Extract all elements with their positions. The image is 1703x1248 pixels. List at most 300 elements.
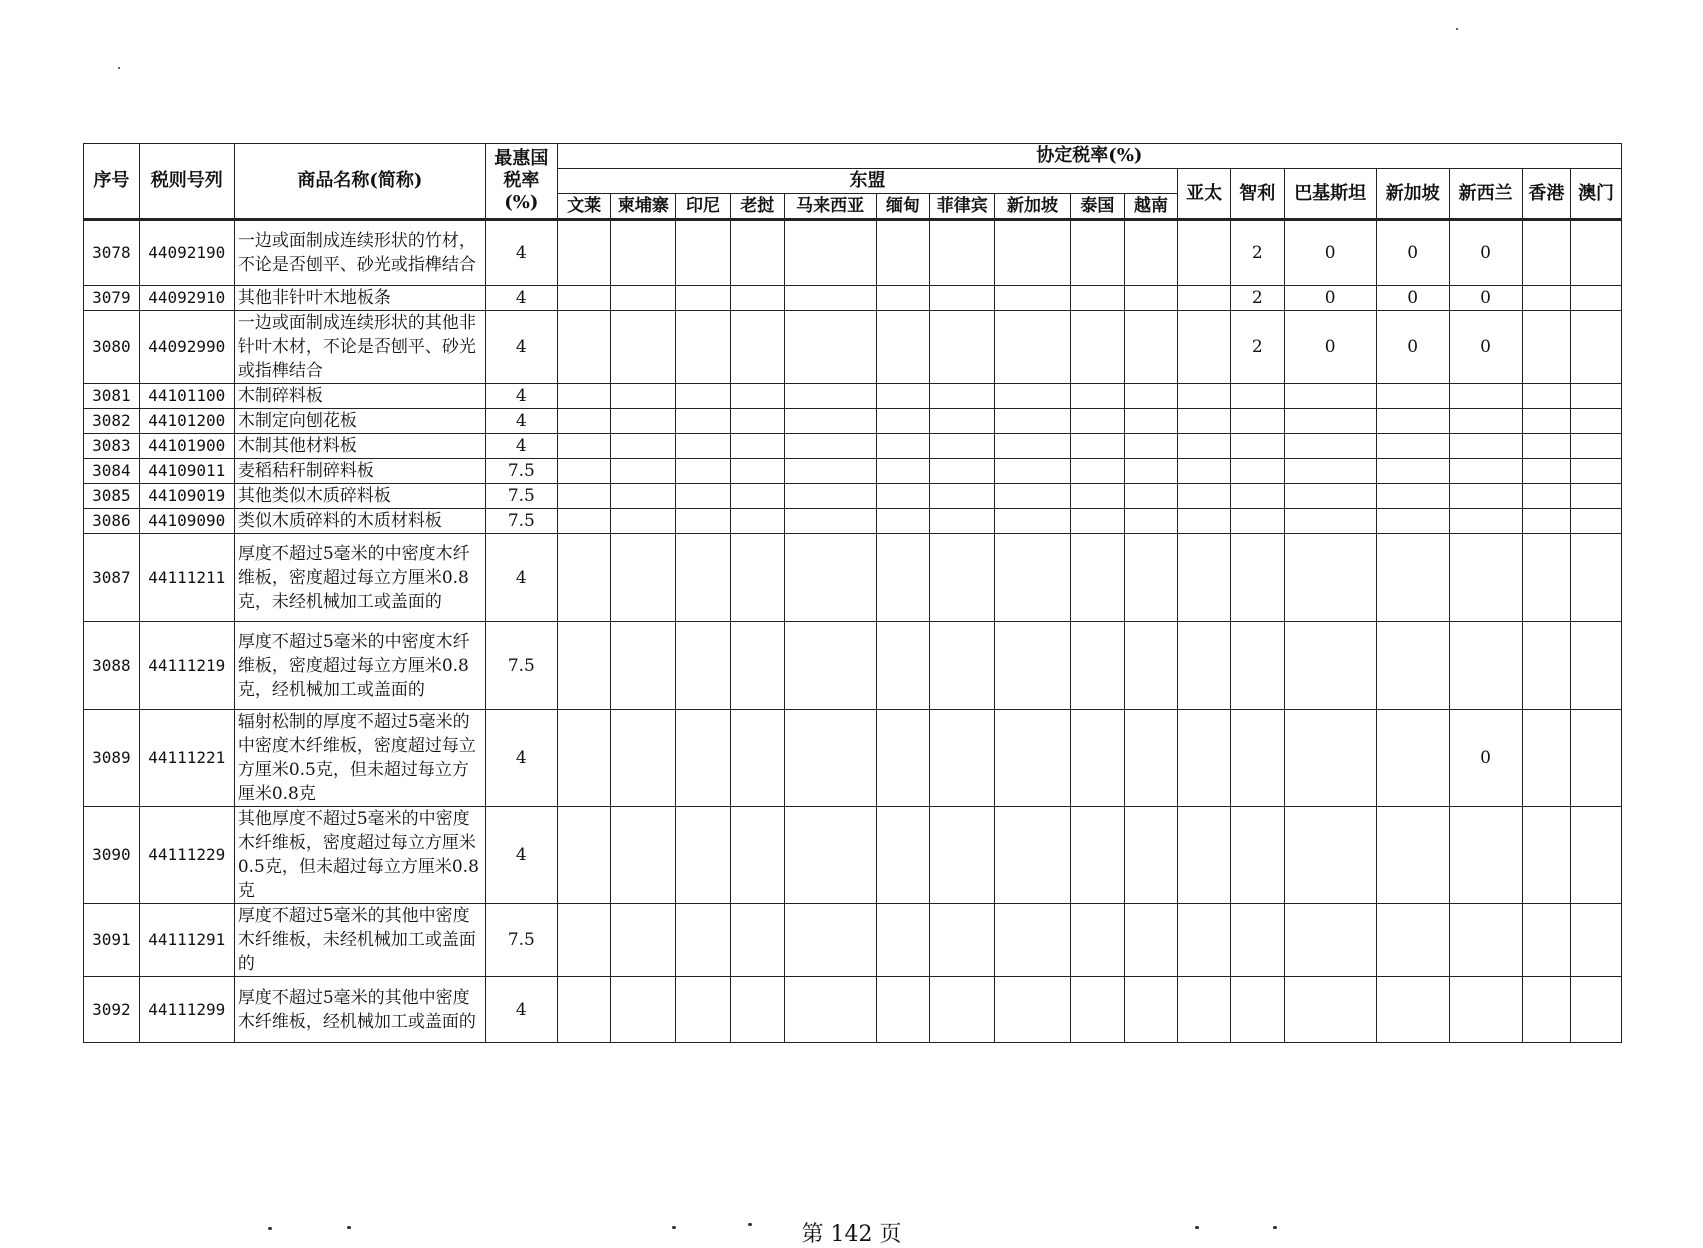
row-mfn: 4 xyxy=(485,286,557,311)
row-singapore: 0 xyxy=(1376,311,1449,384)
row-name: 木制其他材料板 xyxy=(234,434,485,459)
row-asean-cell xyxy=(784,459,876,484)
row-new-zealand xyxy=(1449,409,1522,434)
header-asean-country-2: 印尼 xyxy=(676,194,731,220)
row-asean-cell xyxy=(557,622,611,710)
row-name: 麦稻秸秆制碎料板 xyxy=(234,459,485,484)
row-chile xyxy=(1230,534,1284,622)
row-chile xyxy=(1230,384,1284,409)
row-new-zealand: 0 xyxy=(1449,710,1522,807)
row-singapore xyxy=(1376,977,1449,1043)
row-singapore xyxy=(1376,807,1449,904)
row-asean-cell xyxy=(1071,220,1125,286)
row-asean-cell xyxy=(730,286,784,311)
row-asean-cell xyxy=(611,807,676,904)
row-asean-cell xyxy=(876,710,930,807)
header-asean-country-9: 越南 xyxy=(1124,194,1178,220)
row-asean-cell xyxy=(557,977,611,1043)
row-asean-cell xyxy=(1071,509,1125,534)
header-asean-country-8: 泰国 xyxy=(1071,194,1125,220)
row-name: 木制定向刨花板 xyxy=(234,409,485,434)
row-asean-cell xyxy=(930,710,995,807)
row-macau xyxy=(1571,534,1622,622)
row-seq: 3083 xyxy=(84,434,140,459)
row-seq: 3086 xyxy=(84,509,140,534)
row-asean-cell xyxy=(676,622,731,710)
header-other-4: 新西兰 xyxy=(1449,169,1522,220)
row-asean-cell xyxy=(876,384,930,409)
row-pakistan xyxy=(1284,484,1376,509)
row-hongkong xyxy=(1522,434,1571,459)
header-asean: 东盟 xyxy=(557,169,1178,194)
row-apta xyxy=(1178,622,1231,710)
row-name: 厚度不超过5毫米的中密度木纤维板，密度超过每立方厘米0.8克，未经机械加工或盖面的 xyxy=(234,534,485,622)
table-row xyxy=(84,534,1622,622)
row-asean-cell xyxy=(611,286,676,311)
row-asean-cell xyxy=(1071,409,1125,434)
row-asean-cell xyxy=(1124,484,1178,509)
row-name: 其他非针叶木地板条 xyxy=(234,286,485,311)
row-asean-cell xyxy=(1124,220,1178,286)
row-asean-cell xyxy=(557,220,611,286)
row-macau xyxy=(1571,311,1622,384)
row-macau xyxy=(1571,459,1622,484)
header-other-2: 巴基斯坦 xyxy=(1284,169,1376,220)
row-seq: 3078 xyxy=(84,220,140,286)
row-asean-cell xyxy=(557,484,611,509)
row-singapore: 0 xyxy=(1376,220,1449,286)
row-singapore xyxy=(1376,622,1449,710)
row-asean-cell xyxy=(1124,286,1178,311)
row-pakistan xyxy=(1284,459,1376,484)
row-asean-cell xyxy=(1124,311,1178,384)
row-asean-cell xyxy=(930,409,995,434)
row-mfn: 7.5 xyxy=(485,904,557,977)
row-asean-cell xyxy=(930,807,995,904)
row-asean-cell xyxy=(995,459,1071,484)
row-pakistan: 0 xyxy=(1284,311,1376,384)
row-name: 辐射松制的厚度不超过5毫米的中密度木纤维板，密度超过每立方厘米0.5克，但未超过每立方厘米0.8克 xyxy=(234,710,485,807)
row-name: 一边或面制成连续形状的竹材，不论是否刨平、砂光或指榫结合 xyxy=(234,220,485,286)
row-pakistan xyxy=(1284,534,1376,622)
row-seq: 3084 xyxy=(84,459,140,484)
row-asean-cell xyxy=(995,904,1071,977)
header-code: 税则号列 xyxy=(139,144,234,220)
row-chile: 2 xyxy=(1230,220,1284,286)
row-asean-cell xyxy=(676,904,731,977)
table-row xyxy=(84,434,1622,459)
row-asean-cell xyxy=(730,509,784,534)
row-macau xyxy=(1571,220,1622,286)
row-seq: 3090 xyxy=(84,807,140,904)
row-asean-cell xyxy=(876,434,930,459)
row-pakistan xyxy=(1284,807,1376,904)
row-apta xyxy=(1178,710,1231,807)
row-mfn: 4 xyxy=(485,534,557,622)
row-hongkong xyxy=(1522,384,1571,409)
row-asean-cell xyxy=(1071,286,1125,311)
table-row xyxy=(84,509,1622,534)
row-asean-cell xyxy=(1124,509,1178,534)
row-asean-cell xyxy=(730,622,784,710)
row-apta xyxy=(1178,434,1231,459)
row-asean-cell xyxy=(730,534,784,622)
row-asean-cell xyxy=(1124,434,1178,459)
header-seq: 序号 xyxy=(84,144,140,220)
row-asean-cell xyxy=(930,459,995,484)
row-mfn: 7.5 xyxy=(485,459,557,484)
row-pakistan: 0 xyxy=(1284,220,1376,286)
row-new-zealand: 0 xyxy=(1449,311,1522,384)
row-code: 44101900 xyxy=(139,434,234,459)
row-asean-cell xyxy=(730,904,784,977)
row-asean-cell xyxy=(784,622,876,710)
row-chile xyxy=(1230,459,1284,484)
row-asean-cell xyxy=(676,484,731,509)
row-asean-cell xyxy=(784,286,876,311)
table-row xyxy=(84,977,1622,1043)
row-pakistan xyxy=(1284,977,1376,1043)
row-new-zealand xyxy=(1449,977,1522,1043)
row-asean-cell xyxy=(876,484,930,509)
row-hongkong xyxy=(1522,509,1571,534)
row-asean-cell xyxy=(1071,459,1125,484)
row-asean-cell xyxy=(676,220,731,286)
row-asean-cell xyxy=(676,534,731,622)
row-chile xyxy=(1230,977,1284,1043)
row-pakistan xyxy=(1284,384,1376,409)
row-singapore xyxy=(1376,534,1449,622)
header-asean-country-5: 缅甸 xyxy=(876,194,930,220)
row-code: 44111229 xyxy=(139,807,234,904)
row-pakistan: 0 xyxy=(1284,286,1376,311)
row-new-zealand xyxy=(1449,904,1522,977)
table-row xyxy=(84,807,1622,904)
row-asean-cell xyxy=(995,534,1071,622)
row-seq: 3089 xyxy=(84,710,140,807)
row-asean-cell xyxy=(1124,384,1178,409)
row-hongkong xyxy=(1522,977,1571,1043)
table-row xyxy=(84,311,1622,384)
row-pakistan xyxy=(1284,509,1376,534)
row-asean-cell xyxy=(611,220,676,286)
row-hongkong xyxy=(1522,459,1571,484)
row-asean-cell xyxy=(676,807,731,904)
row-asean-cell xyxy=(1124,409,1178,434)
row-asean-cell xyxy=(784,710,876,807)
row-name: 其他厚度不超过5毫米的中密度木纤维板，密度超过每立方厘米0.5克，但未超过每立方厘米0.8克 xyxy=(234,807,485,904)
row-asean-cell xyxy=(1071,904,1125,977)
row-apta xyxy=(1178,409,1231,434)
row-macau xyxy=(1571,434,1622,459)
scan-speck xyxy=(748,1223,752,1226)
row-asean-cell xyxy=(611,977,676,1043)
row-asean-cell xyxy=(730,220,784,286)
row-asean-cell xyxy=(676,509,731,534)
row-asean-cell xyxy=(995,807,1071,904)
header-asean-country-7: 新加坡 xyxy=(995,194,1071,220)
row-asean-cell xyxy=(1071,311,1125,384)
row-asean-cell xyxy=(611,384,676,409)
row-asean-cell xyxy=(995,977,1071,1043)
row-asean-cell xyxy=(784,807,876,904)
row-asean-cell xyxy=(784,509,876,534)
row-macau xyxy=(1571,286,1622,311)
row-apta xyxy=(1178,384,1231,409)
row-asean-cell xyxy=(876,807,930,904)
row-macau xyxy=(1571,384,1622,409)
row-singapore: 0 xyxy=(1376,286,1449,311)
row-asean-cell xyxy=(995,622,1071,710)
row-asean-cell xyxy=(730,434,784,459)
header-other-3: 新加坡 xyxy=(1376,169,1449,220)
row-asean-cell xyxy=(1124,534,1178,622)
row-new-zealand xyxy=(1449,434,1522,459)
row-asean-cell xyxy=(876,977,930,1043)
row-asean-cell xyxy=(876,459,930,484)
row-chile: 2 xyxy=(1230,311,1284,384)
row-pakistan xyxy=(1284,409,1376,434)
header-other-0: 亚太 xyxy=(1178,169,1231,220)
table-row xyxy=(84,459,1622,484)
row-asean-cell xyxy=(676,710,731,807)
row-asean-cell xyxy=(876,311,930,384)
row-asean-cell xyxy=(676,311,731,384)
row-code: 44111219 xyxy=(139,622,234,710)
row-asean-cell xyxy=(730,409,784,434)
row-new-zealand xyxy=(1449,509,1522,534)
header-mfn: 最惠国税率(%) xyxy=(485,144,557,220)
table-row xyxy=(84,409,1622,434)
row-chile xyxy=(1230,904,1284,977)
table-row xyxy=(84,286,1622,311)
table-row xyxy=(84,384,1622,409)
row-code: 44111291 xyxy=(139,904,234,977)
row-new-zealand: 0 xyxy=(1449,286,1522,311)
row-singapore xyxy=(1376,384,1449,409)
row-asean-cell xyxy=(611,311,676,384)
row-asean-cell xyxy=(784,904,876,977)
row-hongkong xyxy=(1522,904,1571,977)
row-asean-cell xyxy=(1071,534,1125,622)
row-name: 厚度不超过5毫米的其他中密度木纤维板，未经机械加工或盖面的 xyxy=(234,904,485,977)
row-asean-cell xyxy=(611,904,676,977)
row-asean-cell xyxy=(995,509,1071,534)
row-singapore xyxy=(1376,434,1449,459)
row-asean-cell xyxy=(730,710,784,807)
row-apta xyxy=(1178,484,1231,509)
row-seq: 3085 xyxy=(84,484,140,509)
row-seq: 3092 xyxy=(84,977,140,1043)
header-asean-country-4: 马来西亚 xyxy=(784,194,876,220)
row-asean-cell xyxy=(557,384,611,409)
row-singapore xyxy=(1376,459,1449,484)
row-asean-cell xyxy=(676,459,731,484)
row-asean-cell xyxy=(557,286,611,311)
row-code: 44109011 xyxy=(139,459,234,484)
header-asean-country-6: 菲律宾 xyxy=(930,194,995,220)
table-row xyxy=(84,904,1622,977)
row-mfn: 4 xyxy=(485,710,557,807)
row-asean-cell xyxy=(557,807,611,904)
row-asean-cell xyxy=(784,409,876,434)
row-asean-cell xyxy=(611,484,676,509)
row-asean-cell xyxy=(1124,977,1178,1043)
row-asean-cell xyxy=(557,459,611,484)
row-mfn: 4 xyxy=(485,384,557,409)
row-hongkong xyxy=(1522,807,1571,904)
row-pakistan xyxy=(1284,904,1376,977)
row-seq: 3087 xyxy=(84,534,140,622)
row-pakistan xyxy=(1284,622,1376,710)
row-asean-cell xyxy=(1071,710,1125,807)
row-asean-cell xyxy=(930,286,995,311)
scan-speck xyxy=(1456,28,1458,30)
row-hongkong xyxy=(1522,286,1571,311)
row-singapore xyxy=(1376,904,1449,977)
row-chile xyxy=(1230,409,1284,434)
row-apta xyxy=(1178,311,1231,384)
row-seq: 3088 xyxy=(84,622,140,710)
row-asean-cell xyxy=(995,409,1071,434)
row-seq: 3079 xyxy=(84,286,140,311)
row-seq: 3091 xyxy=(84,904,140,977)
row-asean-cell xyxy=(930,484,995,509)
header-other-6: 澳门 xyxy=(1571,169,1622,220)
row-macau xyxy=(1571,409,1622,434)
row-asean-cell xyxy=(995,311,1071,384)
row-asean-cell xyxy=(1071,484,1125,509)
row-asean-cell xyxy=(876,534,930,622)
row-new-zealand xyxy=(1449,807,1522,904)
row-pakistan xyxy=(1284,710,1376,807)
row-asean-cell xyxy=(930,311,995,384)
row-asean-cell xyxy=(1071,977,1125,1043)
row-code: 44109019 xyxy=(139,484,234,509)
row-asean-cell xyxy=(1071,384,1125,409)
row-chile xyxy=(1230,710,1284,807)
table-row xyxy=(84,622,1622,710)
table-header xyxy=(84,144,1622,220)
row-asean-cell xyxy=(611,409,676,434)
row-asean-cell xyxy=(611,459,676,484)
header-agreement: 协定税率(%) xyxy=(557,144,1621,169)
row-new-zealand xyxy=(1449,534,1522,622)
row-hongkong xyxy=(1522,710,1571,807)
row-asean-cell xyxy=(930,904,995,977)
row-asean-cell xyxy=(730,484,784,509)
row-asean-cell xyxy=(784,534,876,622)
row-asean-cell xyxy=(557,534,611,622)
row-mfn: 4 xyxy=(485,311,557,384)
row-chile xyxy=(1230,484,1284,509)
row-asean-cell xyxy=(1124,622,1178,710)
table-body xyxy=(84,220,1622,1043)
row-new-zealand xyxy=(1449,484,1522,509)
row-code: 44111221 xyxy=(139,710,234,807)
row-chile xyxy=(1230,509,1284,534)
row-asean-cell xyxy=(611,509,676,534)
header-asean-country-0: 文莱 xyxy=(557,194,611,220)
row-singapore xyxy=(1376,710,1449,807)
tariff-table xyxy=(83,143,1622,1043)
row-macau xyxy=(1571,509,1622,534)
row-asean-cell xyxy=(784,977,876,1043)
row-name: 厚度不超过5毫米的其他中密度木纤维板，经机械加工或盖面的 xyxy=(234,977,485,1043)
row-asean-cell xyxy=(611,434,676,459)
row-asean-cell xyxy=(611,622,676,710)
header-asean-country-3: 老挝 xyxy=(730,194,784,220)
row-chile xyxy=(1230,622,1284,710)
table-row xyxy=(84,484,1622,509)
row-asean-cell xyxy=(876,622,930,710)
row-asean-cell xyxy=(611,710,676,807)
row-hongkong xyxy=(1522,534,1571,622)
row-asean-cell xyxy=(676,434,731,459)
row-hongkong xyxy=(1522,311,1571,384)
row-asean-cell xyxy=(1124,904,1178,977)
row-apta xyxy=(1178,534,1231,622)
row-asean-cell xyxy=(876,904,930,977)
row-asean-cell xyxy=(876,509,930,534)
row-macau xyxy=(1571,904,1622,977)
row-name: 其他类似木质碎料板 xyxy=(234,484,485,509)
row-code: 44101200 xyxy=(139,409,234,434)
scan-speck xyxy=(118,67,120,69)
row-seq: 3080 xyxy=(84,311,140,384)
row-asean-cell xyxy=(784,484,876,509)
row-macau xyxy=(1571,710,1622,807)
row-code: 44111211 xyxy=(139,534,234,622)
row-asean-cell xyxy=(930,384,995,409)
row-singapore xyxy=(1376,484,1449,509)
row-name: 厚度不超过5毫米的中密度木纤维板，密度超过每立方厘米0.8克，经机械加工或盖面的 xyxy=(234,622,485,710)
row-singapore xyxy=(1376,409,1449,434)
table-row xyxy=(84,220,1622,286)
row-asean-cell xyxy=(995,484,1071,509)
row-mfn: 7.5 xyxy=(485,622,557,710)
row-name: 一边或面制成连续形状的其他非针叶木材，不论是否刨平、砂光或指榫结合 xyxy=(234,311,485,384)
row-asean-cell xyxy=(557,904,611,977)
header-other-1: 智利 xyxy=(1230,169,1284,220)
row-asean-cell xyxy=(930,509,995,534)
row-asean-cell xyxy=(930,534,995,622)
row-asean-cell xyxy=(1124,710,1178,807)
row-macau xyxy=(1571,977,1622,1043)
row-asean-cell xyxy=(557,710,611,807)
row-asean-cell xyxy=(676,384,731,409)
header-asean-country-1: 柬埔寨 xyxy=(611,194,676,220)
row-name: 类似木质碎料的木质材料板 xyxy=(234,509,485,534)
row-asean-cell xyxy=(730,807,784,904)
row-mfn: 7.5 xyxy=(485,509,557,534)
row-singapore xyxy=(1376,509,1449,534)
row-asean-cell xyxy=(730,459,784,484)
row-asean-cell xyxy=(1124,807,1178,904)
row-chile xyxy=(1230,434,1284,459)
row-asean-cell xyxy=(876,409,930,434)
row-asean-cell xyxy=(676,409,731,434)
row-hongkong xyxy=(1522,484,1571,509)
row-asean-cell xyxy=(995,710,1071,807)
row-asean-cell xyxy=(995,434,1071,459)
row-apta xyxy=(1178,509,1231,534)
row-new-zealand xyxy=(1449,622,1522,710)
row-code: 44092990 xyxy=(139,311,234,384)
row-hongkong xyxy=(1522,220,1571,286)
page-number: 第 142 页 xyxy=(801,1222,902,1247)
row-apta xyxy=(1178,807,1231,904)
